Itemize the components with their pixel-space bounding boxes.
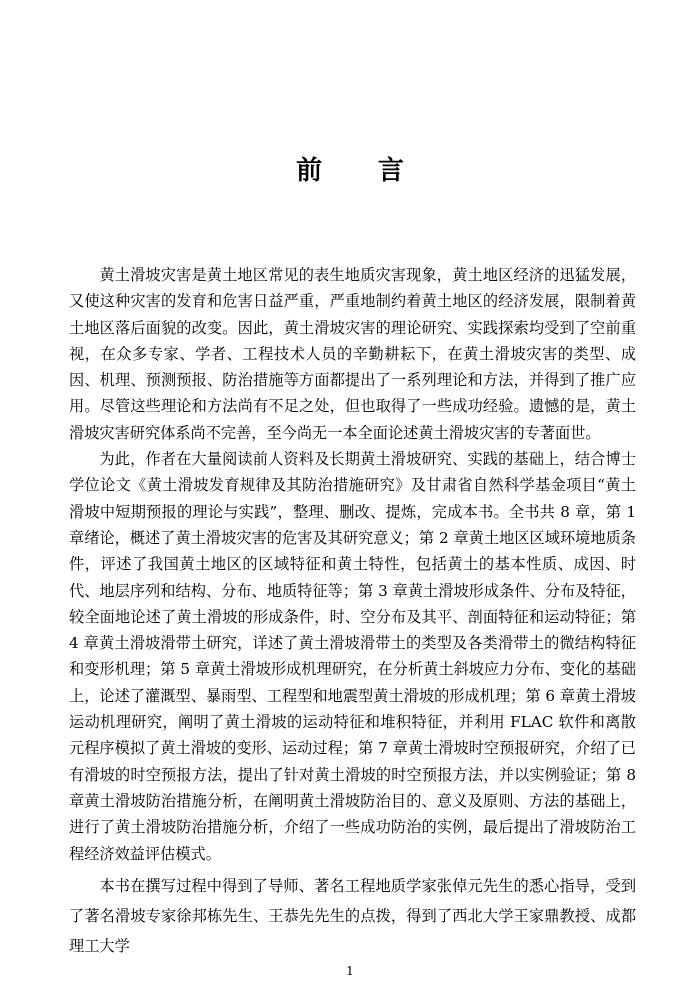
paragraph-3: 本书在撰写过程中得到了导师、著名工程地质学家张倬元先生的悉心指导，受到了著名滑坡专家徐邦栋先生、王恭先先生的点拨，得到了西北大学王家鼎教授、成都理工大学	[69, 876, 636, 955]
paragraph-2: 为此，作者在大量阅读前人资料及长期黄土滑坡研究、实践的基础上，结合博士学位论文《黄土滑坡发育规律及其防治措施研究》及甘肃省自然科学基金项目“黄土滑坡中短期预报的理论与实践”，整理、删改、提炼，完成本书。全书共 8 章，第 1 章绪论，概述了黄土滑坡灾害的危害及其研究意义；第 2 章黄土地区区域环境地质条件，评述了我国黄土地区的区域特征和黄土特性，包括黄土的基本性质、成因、时代、地层序列和结构、分布、地质特征等；第 3 章黄土滑坡形成条件、分布及特征，较全面地论述了黄土滑坡的形成条件，时、空分布及其平、剖面特征和运动特征；第 4 章黄土滑坡滑带土研究，详述了黄土滑坡滑带土的类型及各类滑带土的微结构特征和变形机理；第 5 章黄土滑坡形成机理研究，在分析黄土斜坡应力分布、变化的基础上，论述了灌溉型、暴雨型、工程型和地震型黄土滑坡的形成机理；第 6 章黄土滑坡运动机理研究，阐明了黄土滑坡的运动特征和堆积特征，并利用 FLAC 软件和离散元程序模拟了黄土滑坡的变形、运动过程；第 7 章黄土滑坡时空预报研究，介绍了已有滑坡的时空预报方法，提出了针对黄土滑坡的时空预报方法，并以实例验证；第 8 章黄土滑坡防治措施分析，在阐明黄土滑坡防治目的、意义及原则、方法的基础上，进行了黄土滑坡防治措施分析，介绍了一些成功防治的实例，最后提出了滑坡防治工程经济效益评估模式。	[69, 450, 636, 863]
page-number: 1	[346, 964, 354, 978]
body-text	[69, 262, 636, 961]
page-title: 前 言	[296, 156, 428, 186]
paragraph-1: 黄土滑坡灾害是黄土地区常见的表生地质灾害现象，黄土地区经济的迅猛发展，又使这种灾害的发育和危害日益严重，严重地制约着黄土地区的经济发展，限制着黄土地区落后面貌的改变。因此，黄土滑坡灾害的理论研究、实践探索均受到了空前重视，在众多专家、学者、工程技术人员的辛勤耕耘下，在黄土滑坡灾害的类型、成因、机理、预测预报、防治措施等方面都提出了一系列理论和方法，并得到了推广应用。尽管这些理论和方法尚有不足之处，但也取得了一些成功经验。遗憾的是，黄土滑坡灾害研究体系尚不完善，至今尚无一本全面论述黄土滑坡灾害的专著面世。	[69, 266, 636, 442]
